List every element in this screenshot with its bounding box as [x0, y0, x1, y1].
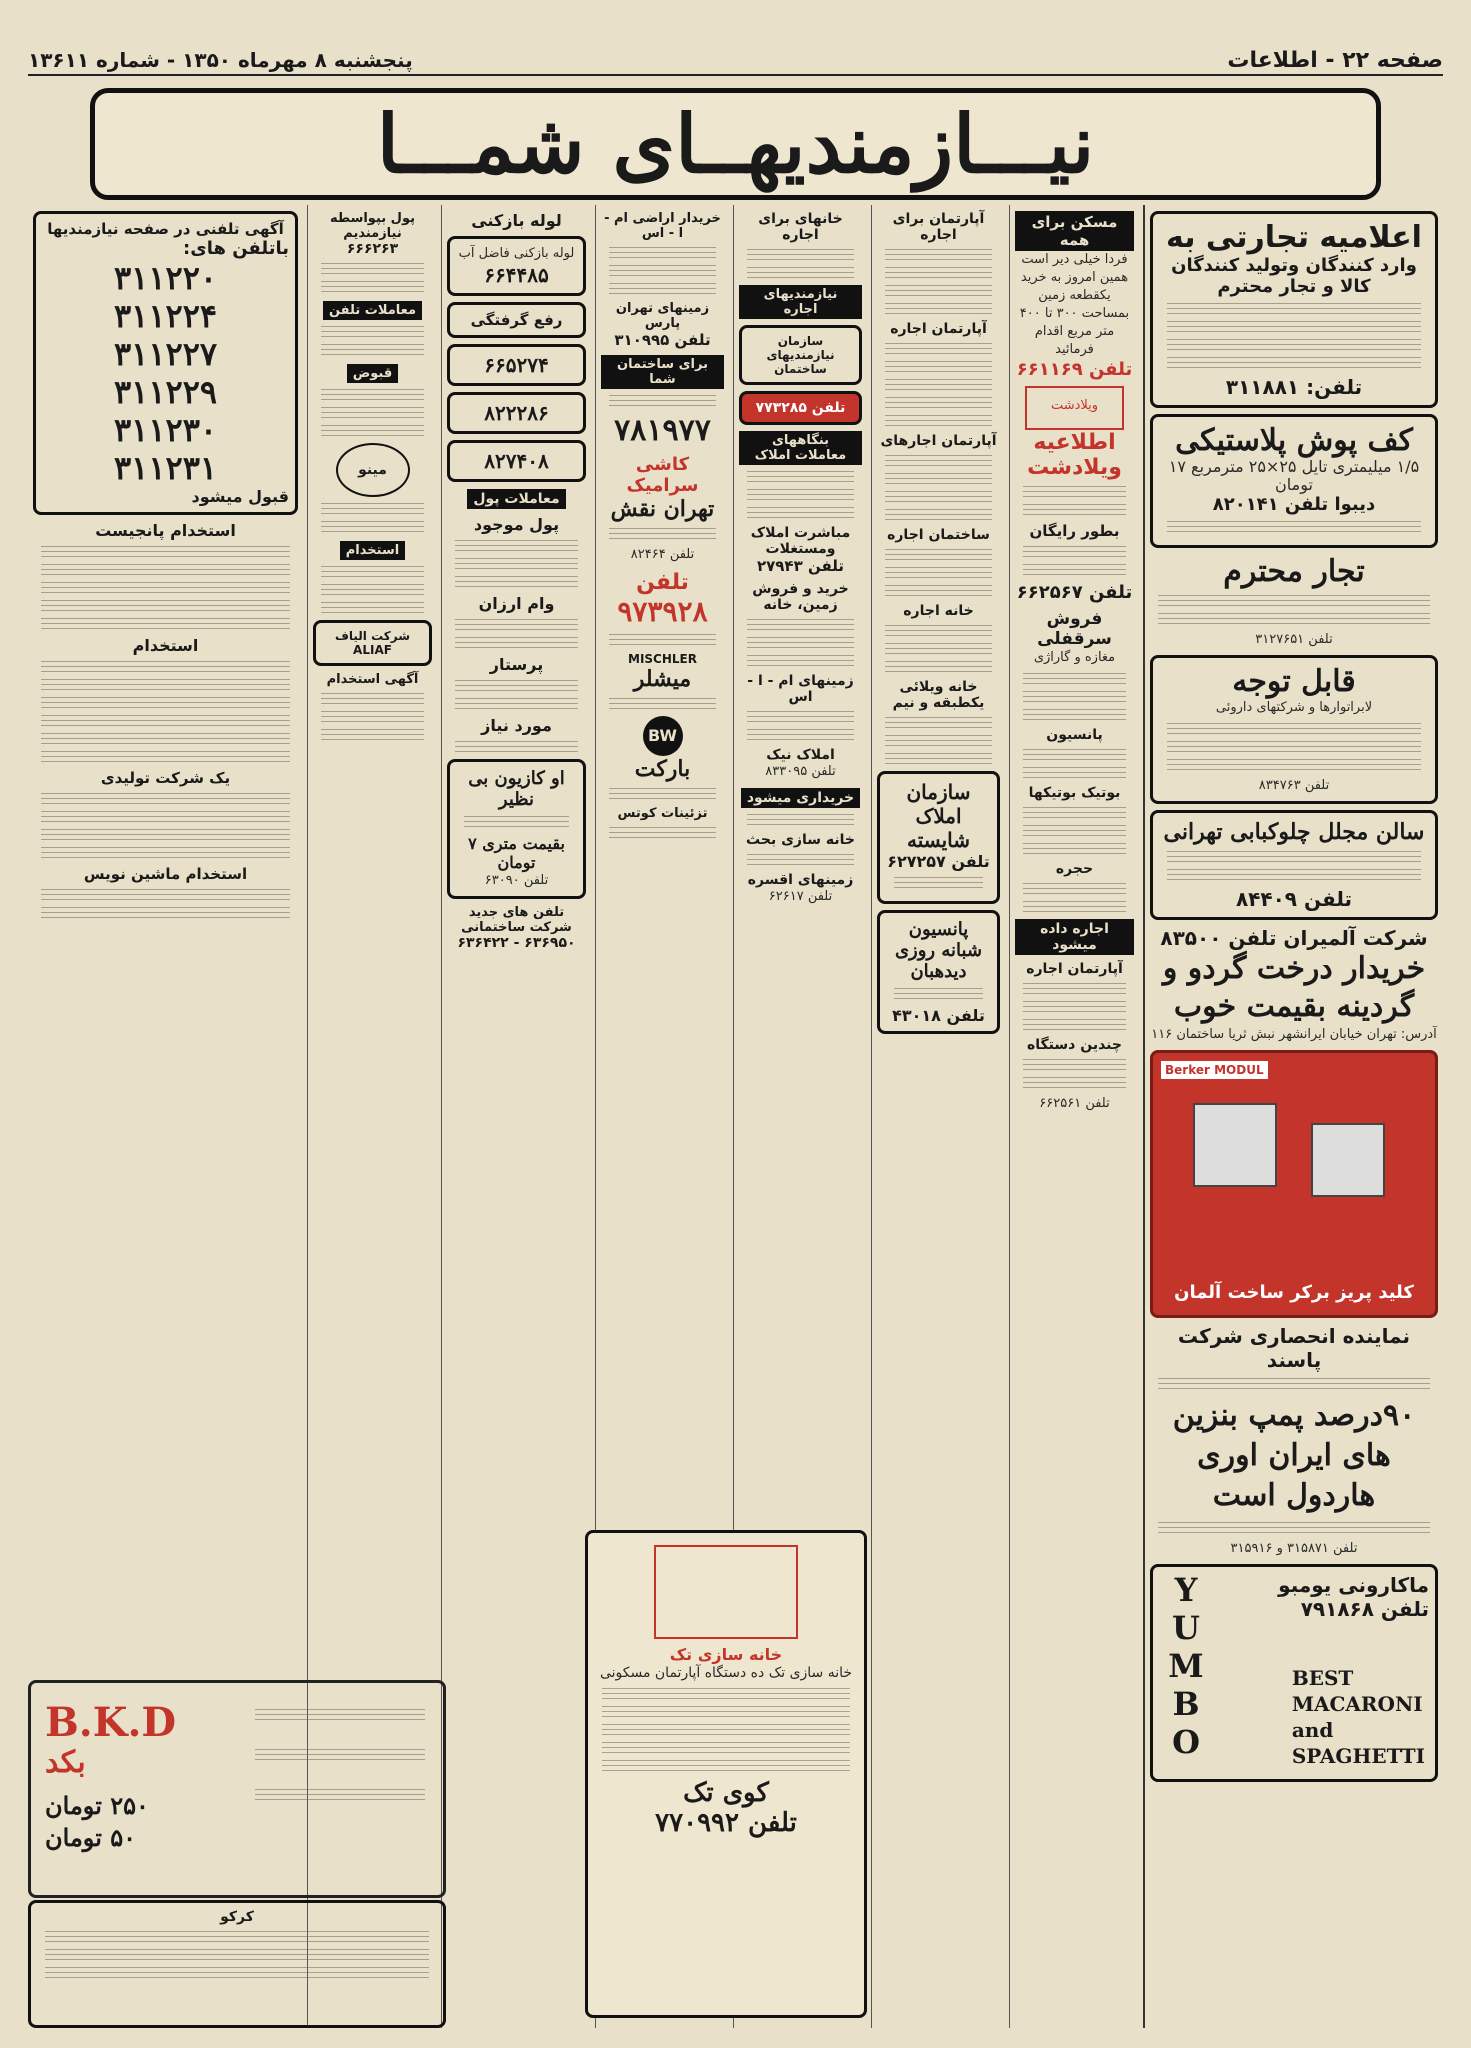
ad-line: شرکت آلمیران تلفن ۸۳۵۰۰: [1160, 926, 1428, 950]
ad-phone: تلفن ۳۱۲۷۶۵۱: [1255, 632, 1333, 647]
ad-title: تجار محترم: [1223, 554, 1365, 589]
ad-phone: ۶۶۵۲۷۴: [484, 353, 549, 377]
ad-body: ۱/۵ میلیمتری تایل ۲۵×۲۵ مترمربع ۱۷ تومان: [1168, 457, 1420, 494]
ad-for-your-building: [601, 355, 724, 448]
ad-room: [1015, 861, 1134, 913]
ad-title: خانهای برای اجاره: [758, 211, 843, 243]
phone-number: ۳۱۱۲۲۰: [113, 259, 218, 297]
ad-attention: [1150, 655, 1438, 804]
slogan-line: SPAGHETTI: [1291, 1744, 1425, 1768]
ad-title: اطلاعیه ویلادشت: [1027, 430, 1122, 480]
mino-logo: مینو: [336, 443, 410, 497]
ad-title: او کازیون بی نظیر: [468, 768, 565, 810]
ad-nurse: [447, 655, 586, 710]
stamp-text: رفع گرفتگی: [470, 311, 563, 329]
ad-needed: [447, 716, 586, 753]
ad-subtitle: بقیمت متری ۷ تومان: [468, 834, 565, 872]
ad-title: پرستار: [489, 655, 544, 674]
phone-number: ۳۱۱۲۳۰: [113, 411, 218, 449]
ad-title: ۹۰درصد پمپ بنزین های ایران اوری هاردول است: [1172, 1398, 1416, 1513]
ad-title: آپارتمان برای اجاره: [892, 211, 985, 243]
ad-subtitle: مغازه و گاراژی: [1033, 650, 1116, 665]
ad-unclog: [447, 302, 586, 338]
ad-puncher: [33, 521, 298, 630]
ad-restaurant: [1150, 810, 1438, 920]
column-2: [1009, 205, 1139, 2028]
ad-merchants: [1150, 554, 1438, 649]
ad-title: مورد نیاز: [481, 716, 552, 735]
ad-title: آپارتمان اجاره: [890, 321, 987, 337]
ad-address: آدرس: تهران خیابان ایرانشهر نبش ثریا ساختمان ۱۱۶: [1151, 1027, 1437, 1042]
ad-wanted: [739, 787, 862, 826]
ad-rent-needs: [739, 285, 862, 319]
ad-pension: [1015, 727, 1134, 779]
ad-title: خریدار اراضی ام - ا - اس: [604, 211, 721, 241]
ad-phone: تلفن ۳۱۰۹۹۵: [614, 331, 711, 349]
brand-name: خانه سازی تک: [669, 1645, 783, 1664]
ad-land-trade: [739, 581, 862, 667]
ad-title: قبوض: [347, 364, 398, 383]
ad-title: استخدام پانجیست: [95, 521, 236, 540]
ad-plumbing-stamp: [447, 236, 586, 296]
ad-phone: ۹۷۳۹۲۸: [617, 595, 708, 628]
ad-phone: تلفن ۳۱۵۸۷۱ و ۳۱۵۹۱۶: [1230, 1541, 1358, 1556]
ad-title: اجاره داده میشود: [1015, 919, 1134, 955]
ad-title: زمینهای اقسره: [747, 872, 854, 888]
ad-aqsareh: [739, 872, 862, 906]
ad-title: املاک نیک: [766, 747, 835, 763]
ad-mls-land: [739, 673, 862, 741]
ad-title: نیازمندیهای اجاره: [739, 285, 862, 319]
ad-title: یک شرکت تولیدی: [100, 769, 231, 787]
slogan-line: and: [1291, 1718, 1334, 1742]
ad-boutique: [1015, 785, 1134, 855]
ad-title: تلفن: [636, 570, 689, 595]
ad-phone: تلفن ۷۷۰۹۹۲: [655, 1808, 797, 1838]
ad-title: خانه سازی بحث: [746, 832, 855, 848]
ad-walnut-buyer: [1150, 926, 1438, 1044]
phone-number: ۳۱۱۲۲۹: [113, 373, 218, 411]
ad-title: خرید و فروش زمین، خانه: [752, 581, 849, 613]
ad-apartment-rent: [877, 321, 1000, 427]
ad-title: خانه اجاره: [903, 603, 974, 619]
ad-phone: ۸۲۲۲۸۶: [484, 401, 549, 425]
stamp-text: تلفن ۷۷۳۲۸۵: [755, 400, 846, 416]
ad-stamp-phone: [739, 391, 862, 425]
ad-title: برای ساختمان شما: [601, 355, 724, 389]
ad-bills: [313, 362, 432, 437]
ad-phone: تلفن ۶۲۷۲۵۷: [887, 852, 990, 871]
bkd-logo: B.K.D: [45, 1699, 177, 1746]
bw-logo: BW: [643, 716, 683, 756]
logo-latin: ALIAF: [353, 643, 392, 657]
column-1: [1143, 205, 1443, 2028]
ad-title: ساختمان اجاره: [887, 527, 990, 543]
yumbo-logo: YUMBO: [1168, 1571, 1204, 1761]
ad-title: فروش سرقفلی: [1037, 609, 1112, 649]
ad-mino: [313, 443, 432, 533]
ad-tak-builder: [585, 1530, 867, 2018]
ad-phone: تلفن ۶۲۶۱۷: [768, 889, 833, 904]
ad-phone: تلفن ۷۹۱۸۶۸: [1300, 1597, 1429, 1621]
ad-berker: [1150, 1050, 1438, 1318]
ad-title: کوی تک: [683, 1778, 769, 1808]
ad-title: آپارتمان اجارهای: [880, 433, 997, 449]
ad-money-needed: [313, 211, 432, 293]
ad-phone: ۶۶۴۴۸۵: [484, 263, 549, 287]
phone-number: ۳۱۱۲۲۴: [113, 297, 218, 335]
ad-title: کف پوش پلاستیکی: [1175, 423, 1413, 458]
viladasht-logo: ویلادشت: [1025, 386, 1124, 430]
page-header: [28, 22, 1443, 76]
ad-hiring: [313, 539, 432, 614]
ad-bkd: [28, 1680, 446, 1898]
ad-occasion: [447, 759, 586, 899]
phones-label: باتلفن های:: [183, 238, 289, 259]
ad-hiring-2: [33, 636, 298, 763]
ad-title: مسکن برای همه: [1015, 211, 1134, 251]
ad-ceramic: [601, 454, 724, 564]
ad-goodwill: [1015, 609, 1134, 721]
slogan-line: BEST: [1291, 1666, 1354, 1690]
ad-title: کرکو: [220, 1909, 254, 1925]
ad-house-rent: [877, 603, 1000, 673]
ad-viladasht: [1015, 386, 1134, 603]
ad-title: وام ارزان: [478, 594, 555, 613]
issue-date: پنجشنبه ۸ مهرماه ۱۳۵۰ - شماره ۱۳۶۱۱: [28, 48, 413, 72]
ad-title: اعلامیه تجارتی به: [1166, 220, 1422, 255]
ad-title: بوتیک بوتیکها: [1028, 785, 1121, 801]
ad-title: استخدام: [340, 541, 405, 560]
ad-shayesteh: [877, 771, 1000, 904]
ad-mischler: [601, 652, 724, 710]
ad-phone: تلفن ۶۶۱۱۶۹: [1016, 359, 1133, 380]
section-banner: [90, 88, 1381, 200]
ad-apartment-rentals: [877, 433, 1000, 521]
brand-name: میشلر: [633, 666, 692, 692]
ad-phone: ۸۲۷۴۰۸: [484, 449, 549, 473]
ad-title: زمینهای ام - ا - اس: [747, 673, 854, 705]
ad-yumbo: [1150, 1564, 1438, 1782]
ad-title: تزئینات کوتس: [617, 806, 708, 821]
ad-property-mgmt: [739, 525, 862, 575]
bkd-logo-fa: بکد: [45, 1745, 86, 1780]
column-3: [871, 205, 1005, 2028]
ad-plumbing: [447, 211, 586, 230]
ad-pasand: [1150, 1324, 1438, 1390]
ad-building-rent: [877, 527, 1000, 597]
ad-title: خریدار درخت گردو و گردینه بقیمت خوب: [1162, 951, 1426, 1024]
ad-title: حجره: [1055, 861, 1094, 877]
brand-name: بارکت: [634, 756, 691, 782]
ad-phone-trade: [313, 299, 432, 356]
stamp-text: سازمان نیازمندیهای ساختمان: [766, 334, 835, 376]
ad-title: پول موجود: [473, 515, 560, 534]
ad-title: پانسیون شبانه روزی دیدهبان: [894, 919, 983, 982]
ad-trade-notice: [1150, 211, 1438, 408]
ad-title: استخدام ماشین نویس: [83, 865, 248, 883]
ad-plumbing-4: [447, 440, 586, 482]
ad-title: استخدام: [132, 636, 199, 655]
bkd-price: ۲۵۰ تومان: [45, 1791, 149, 1820]
berker-caption: کلید پریز برکر ساخت آلمان: [1174, 1282, 1414, 1303]
ad-title: لوله بازکنی: [471, 211, 562, 230]
ad-cheap-loan: [447, 594, 586, 649]
ad-phone: ۷۸۱۹۷۷: [614, 413, 711, 448]
ad-title: چندین دستگاه: [1027, 1037, 1122, 1053]
ad-subtitle: وارد کنندگان وتولید کنندگان کالا و تجار محترم: [1171, 255, 1417, 297]
tak-house-logo: [654, 1545, 798, 1639]
ad-phone: ۶۶۶۲۶۳: [346, 241, 399, 257]
ad-title: خریداری میشود: [741, 788, 860, 808]
phone-number: ۳۱۱۲۳۱: [113, 449, 218, 487]
ad-body: لابراتوارها و شرکتهای داروئی: [1215, 700, 1373, 715]
berker-logo: Berker MODUL: [1161, 1061, 1268, 1079]
ad-several-units: [1015, 1037, 1134, 1113]
ad-phone: تلفن ۶۶۲۵۶۷: [1016, 582, 1133, 603]
logo-text: شرکت الیاف: [334, 629, 411, 643]
banner-title: نیـــازمندیهــای شمـــا: [376, 97, 1095, 191]
ad-hardol: [1150, 1396, 1438, 1558]
ad-phone: ۶۳۶۹۵۰ - ۶۳۶۴۲۲: [457, 935, 576, 951]
column-6: [441, 205, 591, 2028]
slogan-line: MACARONI: [1291, 1692, 1423, 1716]
ad-house-rent: [739, 211, 862, 279]
ad-title: معاملات تلفن: [323, 301, 422, 320]
ad-phone: تلفن ۴۳۰۱۸: [892, 1006, 985, 1025]
ad-title: آگهی تلفنی در صفحه نیازمندیها: [47, 220, 284, 238]
phone-number: ۳۱۱۲۲۷: [113, 335, 218, 373]
ad-decor: [601, 806, 724, 839]
ad-apartment: [877, 211, 1000, 315]
ad-body: خانه سازی تک ده دستگاه آپارتمان مسکونی: [599, 1665, 853, 1681]
ad-hiring-notice: [313, 672, 432, 741]
ad-aliaf: [313, 620, 432, 666]
ad-villa: [877, 679, 1000, 765]
ad-apartment-rent: [1015, 961, 1134, 1031]
ad-plumbing-2: [447, 344, 586, 386]
ad-money-available: [447, 515, 586, 588]
ad-phone: تلفن ۲۷۹۴۳: [756, 557, 845, 575]
ad-for-rent: [1015, 919, 1134, 955]
ad-title: کاشی سرامیک: [626, 454, 699, 496]
bkd-price: ۵۰ تومان: [45, 1823, 137, 1852]
ad-phone: تلفن ۸۳۴۷۶۳: [1258, 778, 1330, 793]
ad-plastic-flooring: [1150, 414, 1438, 548]
ad-typist: [33, 865, 298, 919]
socket-image: [1311, 1123, 1385, 1197]
ad-didehban: [877, 910, 1000, 1034]
ad-phone: تلفن ۶۳۰۹۰: [484, 873, 549, 888]
ad-parquet: [601, 716, 724, 800]
ad-koroko: [28, 1900, 446, 2028]
ad-phone-ads: [33, 211, 298, 515]
ad-agencies: [739, 431, 862, 519]
ad-title: زمینهای تهران پارس: [615, 301, 710, 331]
ad-title: خانه ویلائی یکطبقه و نیم: [892, 679, 985, 711]
ad-phone: تلفن ۶۶۲۵۶۱: [1039, 1096, 1110, 1111]
ad-phone: تلفن ۸۲۴۶۴: [630, 547, 695, 562]
stamp-text: لوله بازکنی فاضل آب: [458, 246, 575, 261]
switch-image: [1193, 1103, 1277, 1187]
ad-nik-estates: [739, 747, 862, 781]
ad-plumbing-3: [447, 392, 586, 434]
ad-title: پانسیون: [1046, 727, 1103, 743]
ad-bahs-builder: [739, 832, 862, 866]
ad-tail: قبول میشود: [191, 487, 289, 506]
page-label: صفحه ۲۲ - اطلاعات: [1227, 48, 1443, 73]
ad-subtitle: بطور رایگان: [1029, 522, 1120, 540]
ad-housing: [1015, 211, 1134, 380]
ad-title: ماکارونی یومبو: [1278, 1573, 1429, 1597]
ad-title: سالن مجلل چلوکبابی تهرانی: [1163, 819, 1425, 845]
ad-tehranpars: [601, 301, 724, 349]
ad-title: آپارتمان اجاره: [1026, 961, 1123, 977]
brand-name: تهران نقش: [610, 496, 715, 522]
ad-phone: تلفن: ۳۱۱۸۸۱: [1225, 375, 1363, 399]
ad-title: بنگاههای معاملات املاک: [739, 431, 862, 465]
ad-production-co: [33, 769, 298, 859]
ad-title: آگهی استخدام: [326, 672, 419, 687]
brand-latin: MISCHLER: [628, 652, 697, 666]
ad-new-phones: [447, 905, 586, 951]
ad-money-trade: [447, 488, 586, 509]
ad-body: فردا خیلی دیر است همین امروز به خرید یکقطعه زمین بمساحت ۳۰۰ تا ۴۰۰ متر مربع اقدام فرمائید: [1019, 252, 1130, 357]
ad-title: قابل توجه: [1232, 664, 1356, 699]
ad-title: پول بپواسطه نیازمندیم: [330, 211, 415, 241]
ad-mls-buyer: [601, 211, 724, 295]
ad-title: نماینده انحصاری شرکت پاسند: [1177, 1324, 1411, 1372]
ad-title: معاملات پول: [467, 489, 565, 509]
ad-title: تلفن های جدید شرکت ساختمانی: [461, 905, 572, 935]
ad-phone-big: [601, 570, 724, 646]
ad-phone: تلفن ۸۳۳۰۹۵: [765, 764, 836, 779]
ad-phone: دیبوا تلفن ۸۲۰۱۴۱: [1212, 494, 1376, 515]
ad-title: مباشرت املاک ومستغلات: [750, 525, 851, 557]
ad-stamp-org: [739, 325, 862, 385]
ad-phone: تلفن ۸۴۴۰۹: [1235, 887, 1353, 911]
ad-title: سازمان املاک شایسته: [906, 780, 971, 852]
